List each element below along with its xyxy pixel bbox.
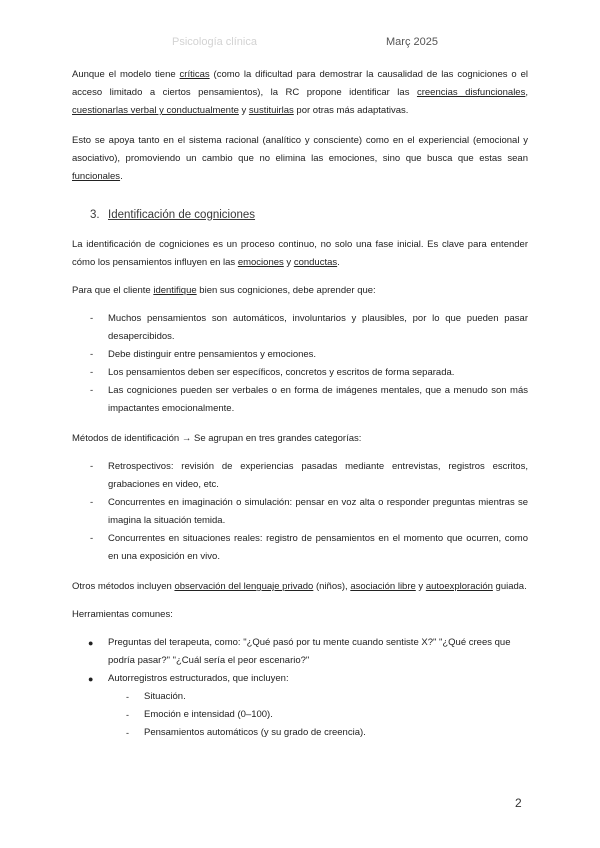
- underlined-term-lenguaje-privado: observación del lenguaje privado: [174, 581, 314, 592]
- tools-heading: Herramientas comunes:: [72, 609, 173, 620]
- list-item: [72, 310, 528, 346]
- text: La identificación de cogniciones es un proceso continuo, no solo una fase inicial. Es clave para entender cómo los pensamientos influyen en las: [72, 239, 528, 268]
- methods-intro: Métodos de identificación → Se agrupan en tres grandes categorías:: [72, 433, 362, 444]
- list-item-text: Emoción e intensidad (0–100).: [144, 709, 273, 720]
- header-subject: Psicología clínica: [172, 36, 257, 48]
- text: y: [283, 257, 294, 268]
- header-date: Març 2025: [386, 36, 438, 48]
- text: (niños),: [313, 581, 351, 592]
- list-item-text: Preguntas del terapeuta, como: "¿Qué pasó por tu mente cuando sentiste X?" "¿Qué crees que podría pasar?" "¿Cuál sería el peor escenario?": [108, 637, 511, 666]
- list-item: [72, 530, 528, 566]
- list-item-text: Autorregistros estructurados, que incluyen:: [108, 673, 289, 684]
- learn-list: [72, 310, 528, 418]
- list-item-text: Pensamientos automáticos (y su grado de creencia).: [144, 727, 366, 738]
- sub-list-item: [108, 724, 528, 742]
- dash-marker: -: [90, 349, 94, 360]
- text: .: [120, 171, 123, 182]
- text: (como la dificultad para demostrar la causalidad de las cogniciones o el acceso limitado a ciertos pensamientos), la RC propone identificar las: [72, 69, 528, 98]
- list-item: [72, 494, 528, 530]
- list-item-text: Los pensamientos deben ser específicos, concretos y escritos de forma separada.: [108, 367, 455, 378]
- underlined-term-criticas: críticas: [179, 69, 210, 80]
- dash-marker: -: [90, 385, 94, 396]
- underlined-term-sustituirlas: sustituirlas: [248, 105, 294, 116]
- dash-marker: -: [90, 497, 94, 508]
- dash-marker: -: [90, 533, 94, 544]
- sub-list-item: [108, 688, 528, 706]
- dash-marker: -: [90, 367, 94, 378]
- list-item-text: Situación.: [144, 691, 186, 702]
- list-item: [72, 364, 528, 382]
- document-body: [72, 66, 528, 742]
- text: Otros métodos incluyen: [72, 581, 175, 592]
- page-number: 2: [515, 796, 522, 810]
- section-heading: [72, 206, 528, 224]
- text: ,: [525, 87, 528, 98]
- dash-marker: -: [90, 313, 94, 324]
- bullet-marker: ●: [88, 638, 94, 648]
- paragraph-client-learn: [72, 282, 528, 300]
- dash-marker: -: [126, 710, 129, 720]
- underlined-term-creencias: creencias disfuncionales: [416, 87, 526, 98]
- underlined-term-autoexploracion: autoexploración: [425, 581, 493, 592]
- text: Para que el cliente: [72, 285, 154, 296]
- text: por otras más adaptativas.: [293, 105, 409, 116]
- page-header: [0, 36, 600, 52]
- paragraph-rc-critiques: [72, 66, 528, 120]
- list-item-text: Concurrentes en situaciones reales: registro de pensamientos en el momento que ocurren, como en una exposición en vivo.: [108, 533, 528, 562]
- sub-list-item: [108, 706, 528, 724]
- dash-marker: -: [126, 692, 129, 702]
- underlined-term-funcionales: funcionales: [72, 171, 121, 182]
- list-item-text: Concurrentes en imaginación o simulación: pensar en voz alta o responder preguntas mientras se imagina la situación temida.: [108, 497, 528, 526]
- text: Esto se apoya tanto en el sistema racional (analítico y consciente) como en el experiencial (emocional y asociativo), promoviendo un cambio que no elimina las emociones, sino que busca que estas sean: [72, 135, 528, 164]
- list-item: [72, 382, 528, 418]
- list-item: [72, 346, 528, 364]
- paragraph-identification: [72, 236, 528, 272]
- underlined-term-emociones: emociones: [237, 257, 284, 268]
- text: y: [415, 581, 426, 592]
- text: Aunque el modelo tiene: [72, 69, 180, 80]
- list-item-text: Las cogniciones pueden ser verbales o en forma de imágenes mentales, que a menudo son más impactantes emocionalmente.: [108, 385, 528, 414]
- text: guiada.: [492, 581, 527, 592]
- underlined-term-conductas: conductas: [293, 257, 338, 268]
- section-title: Identificación de cogniciones: [108, 209, 256, 221]
- dash-marker: -: [90, 461, 94, 472]
- list-item: [72, 634, 528, 670]
- underlined-term-asociacion-libre: asociación libre: [350, 581, 416, 592]
- list-item: [72, 670, 528, 742]
- methods-list: [72, 458, 528, 566]
- underlined-term-cuestionarlas: cuestionarlas verbal y conductualmente: [72, 105, 239, 116]
- bullet-marker: ●: [88, 674, 94, 684]
- sub-list: [108, 688, 528, 742]
- list-item: [72, 458, 528, 494]
- list-item-text: Muchos pensamientos son automáticos, involuntarios y plausibles, por lo que pueden pasar desapercibidos.: [108, 313, 528, 342]
- list-item-text: Debe distinguir entre pensamientos y emociones.: [108, 349, 317, 360]
- paragraph-systems: [72, 132, 528, 186]
- text: bien sus cogniciones, debe aprender que:: [196, 285, 376, 296]
- list-item-text: Retrospectivos: revisión de experiencias pasadas mediante entrevistas, registros escritos, grabaciones en video, etc.: [108, 461, 528, 490]
- underlined-term-identifique: identifique: [153, 285, 197, 296]
- text: .: [337, 257, 340, 268]
- tools-list: [72, 634, 528, 742]
- section-number: 3.: [90, 209, 100, 221]
- dash-marker: -: [126, 728, 129, 738]
- text: y: [238, 105, 249, 116]
- paragraph-other-methods: [72, 578, 528, 596]
